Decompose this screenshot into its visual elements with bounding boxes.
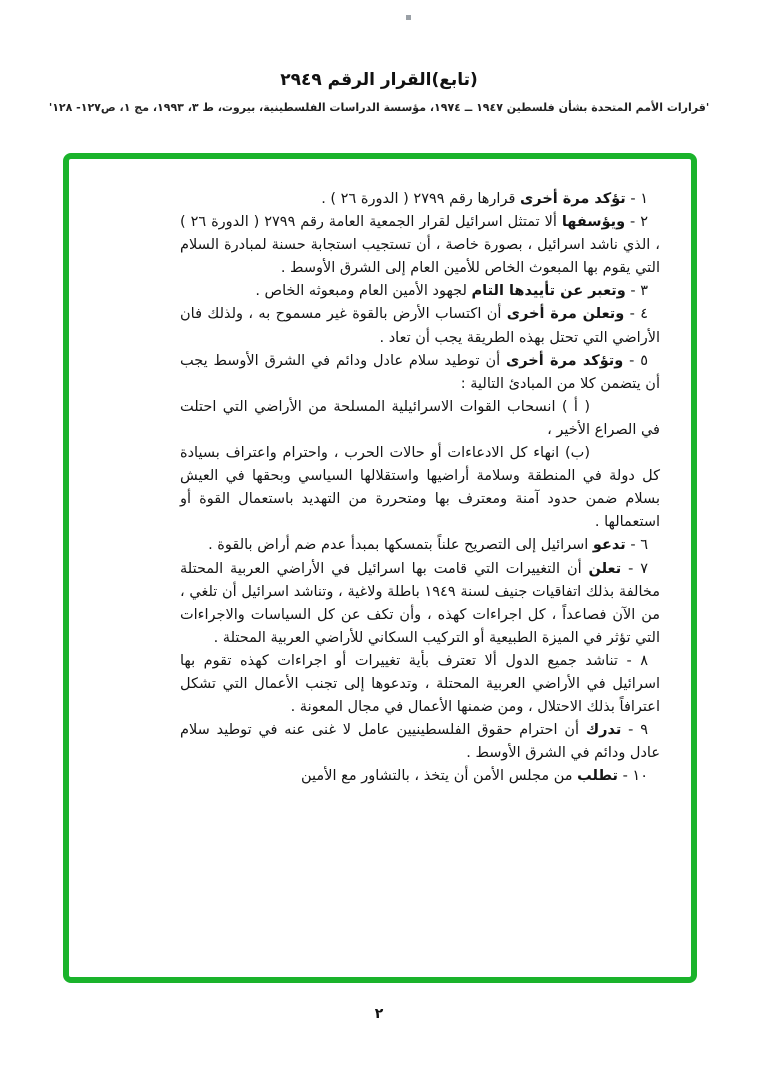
clause-number: (ب) [559, 445, 590, 462]
clause-number: ٧ - [621, 560, 649, 577]
clause-text: ألا تمتثل اسرائيل لقرار الجمعية العامة رقم ٢٧٩٩ ( الدورة ٢٦ ) ، الذي ناشد اسرائيل ، بصورة خاصة ، أن تستجيب استجابة حسنة لمبادرة السلام التي يقوم بها المبعوث الخاص للأمين العام إلى الشرق الأوسط . [180, 214, 660, 277]
clause [180, 280, 660, 303]
clause-number: ٨ - [617, 652, 649, 669]
clause-text: من مجلس الأمن أن يتخذ ، بالتشاور مع الأمين [301, 768, 578, 785]
page-title: (تابع)القرار الرقم ٢٩٤٩ [280, 70, 478, 90]
clause-number: ١ - [625, 191, 648, 207]
clause [180, 650, 660, 719]
clause-verb-bold: وتعلن مرة أخرى [506, 306, 625, 323]
clause-verb-bold: تؤكد مرة أخرى [520, 191, 626, 207]
clause-number: ٥ - [623, 352, 648, 369]
clause-number: ٤ - [624, 306, 648, 323]
sub-clause [180, 442, 660, 534]
clause-text: لجهود الأمين العام ومبعوثه الخاص . [255, 283, 472, 300]
clause-number: ٢ - [625, 214, 648, 231]
clause-verb-bold: وتؤكد مرة أخرى [506, 352, 624, 369]
sub-clause [180, 396, 660, 442]
clause-number: ٩ - [621, 722, 648, 739]
clause-text: أن احترام حقوق الفلسطينيين عامل لا غنى عنه في توطيد سلام عادل ودائم في الشرق الأوسط . [180, 722, 660, 762]
clause-text: قرارها رقم ٢٧٩٩ ( الدورة ٢٦ ) . [321, 191, 521, 207]
clause-verb-bold: تدعو [592, 537, 626, 554]
clause-number: ٣ - [625, 283, 648, 300]
citation-line: 'قرارات الأمم المتحدة بشأن فلسطين ١٩٤٧ ــ ١٩٧٤، مؤسسة الدراسات الفلسطينية، بيروت، ط ٣، ١٩٩٣، مج ١، ص١٢٧- ١٢٨' [48, 101, 710, 114]
clause-text: أن التغييرات التي قامت بها اسرائيل في الأراضي العربية المحتلة مخالفة بذلك اتفاقيات جنيف لسنة ١٩٤٩ باطلة ولاغية ، وتناشد اسرائيل أن تلغي ، من الآن فصاعداً ، كل اجراءات كهذه ، وأن تكف عن كل السياسات والاجراءات التي تؤثر في الميزة الطبيعية أو التركيب السكاني للأراضي العربية المحتلة . [180, 560, 660, 646]
clause-text: أن اكتساب الأرض بالقوة غير مسموح به ، ولذلك فان الأراضي التي تحتل بهذه الطريقة يجب أن تعاد . [180, 306, 660, 346]
page-number: ٢ [374, 1006, 384, 1022]
clause-text: انسحاب القوات الاسرائيلية المسلحة من الأراضي التي احتلت في الصراع الأخير ، [180, 398, 660, 438]
clause-verb-bold: تطلب [577, 768, 618, 785]
clause-text: اسرائيل إلى التصريح علناً بتمسكها بمبدأ عدم ضم أراض بالقوة . [208, 537, 593, 554]
clause [180, 188, 660, 211]
resolution-frame [63, 153, 697, 983]
clause-verb-bold: ويؤسفها [561, 214, 626, 231]
clause [180, 558, 660, 650]
clause [180, 719, 660, 765]
clause-verb-bold: تعلن [588, 560, 622, 577]
clause-number: ( أ ) [555, 398, 590, 415]
scan-artifact-speck [406, 15, 411, 20]
clause [180, 534, 660, 557]
resolution-text [180, 188, 660, 788]
clause [180, 303, 660, 349]
clause [180, 765, 660, 788]
clause-text: انهاء كل الادعاءات أو حالات الحرب ، واحترام واعتراف بسيادة كل دولة في المنطقة وسلامة أراضيها واستقلالها السياسي وبحقها في العيش بسلام ضمن حدود آمنة ومعترف بها ومتحررة من التهديد باستعمال القوة أو استعمالها . [180, 445, 660, 531]
clause-verb-bold: تدرك [585, 722, 622, 739]
clause-text: أن توطيد سلام عادل ودائم في الشرق الأوسط يجب أن يتضمن كلا من المبادئ التالية : [180, 352, 660, 392]
clause-number: ١٠ - [617, 768, 648, 785]
clause-number: ٦ - [625, 537, 648, 554]
clause-verb-bold: وتعبر عن تأييدها التام [471, 283, 626, 300]
clause [180, 350, 660, 396]
clause-text: تناشد جميع الدول ألا تعترف بأية تغييرات أو اجراءات كهذه تقوم بها اسرائيل في الأراضي العربية المحتلة ، وتدعوها إلى تجنب الأعمال التي تشكل اعترافاً بذلك الاحتلال ، ومن ضمنها الأعمال في مجال المعونة . [180, 652, 660, 716]
clause [180, 211, 660, 280]
